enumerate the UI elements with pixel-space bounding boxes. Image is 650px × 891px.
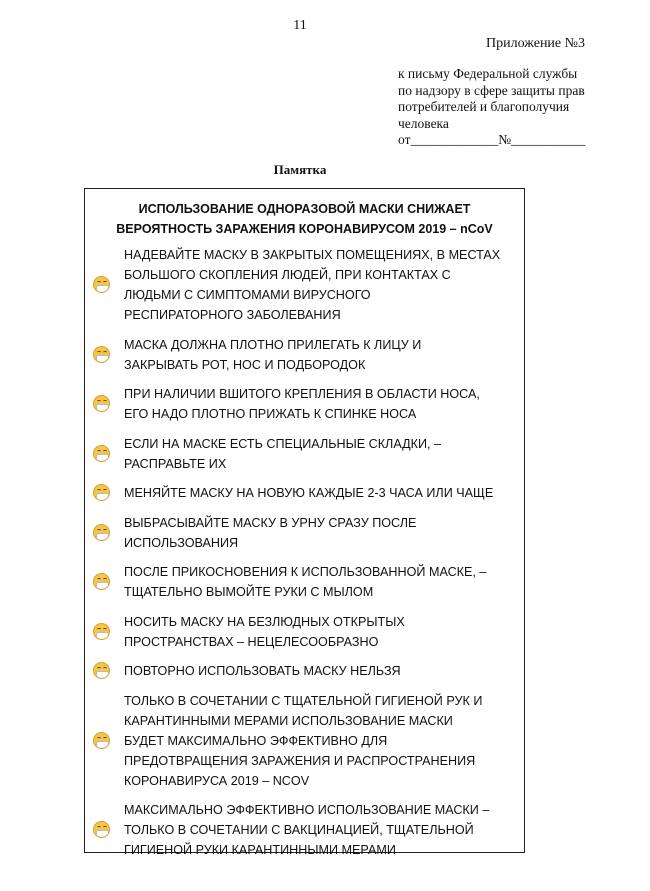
item-line: ЕГО НАДО ПЛОТНО ПРИЖАТЬ К СПИНКЕ НОСА [124,407,417,421]
item-line: БУДЕТ МАКСИМАЛЬНО ЭФФЕКТИВНО ДЛЯ [124,733,388,748]
face-with-medical-mask-icon [93,821,111,839]
item-line: ПРИ НАЛИЧИИ ВШИТОГО КРЕПЛЕНИЯ В ОБЛАСТИ НОСА, [124,387,480,401]
list-item [85,562,524,602]
list-item [85,245,524,325]
item-line: ЛЮДЬМИ С СИМПТОМАМИ ВИРУСНОГО [124,288,371,302]
item-text [124,691,482,791]
page-number: 11 [293,18,307,33]
item-line: НАДЕВАЙТЕ МАСКУ В ЗАКРЫТЫХ ПОМЕЩЕНИЯХ, В МЕСТАХ [124,248,501,262]
item-line: РАСПРАВЬТЕ ИХ [124,456,227,471]
face-with-medical-mask-icon [93,662,111,680]
item-line: ЕСЛИ НА МАСКЕ ЕСТЬ СПЕЦИАЛЬНЫЕ СКЛАДКИ, – [124,436,442,451]
letter-line: к письму Федеральной службы [398,66,578,81]
memo-items [85,245,524,860]
item-text [124,434,441,474]
list-item [85,483,524,503]
item-line: ЗАКРЫВАТЬ РОТ, НОС И ПОДБОРОДОК [124,357,366,372]
item-line: ГИГИЕНОЙ РУКИ КАРАНТИННЫМИ МЕРАМИ [124,843,396,857]
item-line: МЕНЯЙТЕ МАСКУ НА НОВУЮ КАЖДЫЕ 2-3 ЧАСА ИЛИ ЧАЩЕ [124,486,494,500]
item-line: ПРОСТРАНСТВАХ – НЕЦЕЛЕСООБРАЗНО [124,634,379,649]
list-item [85,513,524,553]
item-line: ТОЛЬКО В СОЧЕТАНИИ С ВАКЦИНАЦИЕЙ, ТЩАТЕЛЬНОЙ [124,823,474,837]
memo-box [84,188,525,857]
face-with-medical-mask-icon [93,524,111,542]
letter-reference [398,66,618,149]
item-text [124,483,493,503]
item-line: КОРОНАВИРУСА 2019 – NCOV [124,773,310,788]
document-title: Памятка [273,162,327,177]
item-text [124,562,486,602]
list-item [85,335,524,375]
memo-heading [85,199,524,239]
face-with-medical-mask-icon [93,445,111,463]
letter-line: от_____________№___________ [398,132,586,147]
letter-line: потребителей и благополучия [398,99,570,114]
letter-line: по надзору в сфере защиты прав [398,82,585,98]
item-text [124,245,500,325]
item-line: ИСПОЛЬЗОВАНИЯ [124,535,239,550]
item-text [124,800,489,860]
face-with-medical-mask-icon [93,623,111,641]
item-line: ПОВТОРНО ИСПОЛЬЗОВАТЬ МАСКУ НЕЛЬЗЯ [124,664,401,678]
item-text [124,612,405,652]
face-with-medical-mask-icon [93,346,111,364]
list-item [85,800,524,860]
face-with-medical-mask-icon [93,395,111,413]
item-text [124,384,480,424]
list-item [85,661,524,681]
appendix-label: Приложение №3 [486,36,585,51]
face-with-medical-mask-icon [93,484,111,502]
item-line: МАКСИМАЛЬНО ЭФФЕКТИВНО ИСПОЛЬЗОВАНИЕ МАСКИ – [124,803,490,817]
item-line: РЕСПИРАТОРНОГО ЗАБОЛЕВАНИЯ [124,308,341,322]
list-item [85,612,524,652]
item-line: ТЩАТЕЛЬНО ВЫМОЙТЕ РУКИ С МЫЛОМ [124,585,374,599]
item-line: КАРАНТИННЫМИ МЕРАМИ ИСПОЛЬЗОВАНИЕ МАСКИ [124,713,453,728]
face-with-medical-mask-icon [93,573,111,591]
item-text [124,335,421,375]
item-line: НОСИТЬ МАСКУ НА БЕЗЛЮДНЫХ ОТКРЫТЫХ [124,614,405,629]
letter-line: человека [398,115,449,131]
list-item [85,434,524,474]
item-line: ТОЛЬКО В СОЧЕТАНИИ С ТЩАТЕЛЬНОЙ ГИГИЕНОЙ РУК И [124,693,483,708]
face-with-medical-mask-icon [93,732,111,750]
item-text [124,513,416,553]
heading-line: ИСПОЛЬЗОВАНИЕ ОДНОРАЗОВОЙ МАСКИ СНИЖАЕТ [138,202,471,216]
heading-line: ВЕРОЯТНОСТЬ ЗАРАЖЕНИЯ КОРОНАВИРУСОМ 2019 – nCoV [116,222,493,236]
face-with-medical-mask-icon [93,276,111,294]
item-line: ВЫБРАСЫВАЙТЕ МАСКУ В УРНУ СРАЗУ ПОСЛЕ [124,515,417,530]
item-line: МАСКА ДОЛЖНА ПЛОТНО ПРИЛЕГАТЬ К ЛИЦУ И [124,337,422,352]
item-text [124,661,401,681]
item-line: БОЛЬШОГО СКОПЛЕНИЯ ЛЮДЕЙ, ПРИ КОНТАКТАХ С [124,268,451,282]
item-line: ПОСЛЕ ПРИКОСНОВЕНИЯ К ИСПОЛЬЗОВАННОЙ МАСКЕ, – [124,565,487,579]
list-item [85,691,524,791]
item-line: ПРЕДОТВРАЩЕНИЯ ЗАРАЖЕНИЯ И РАСПРОСТРАНЕНИЯ [124,753,476,768]
list-item [85,384,524,424]
